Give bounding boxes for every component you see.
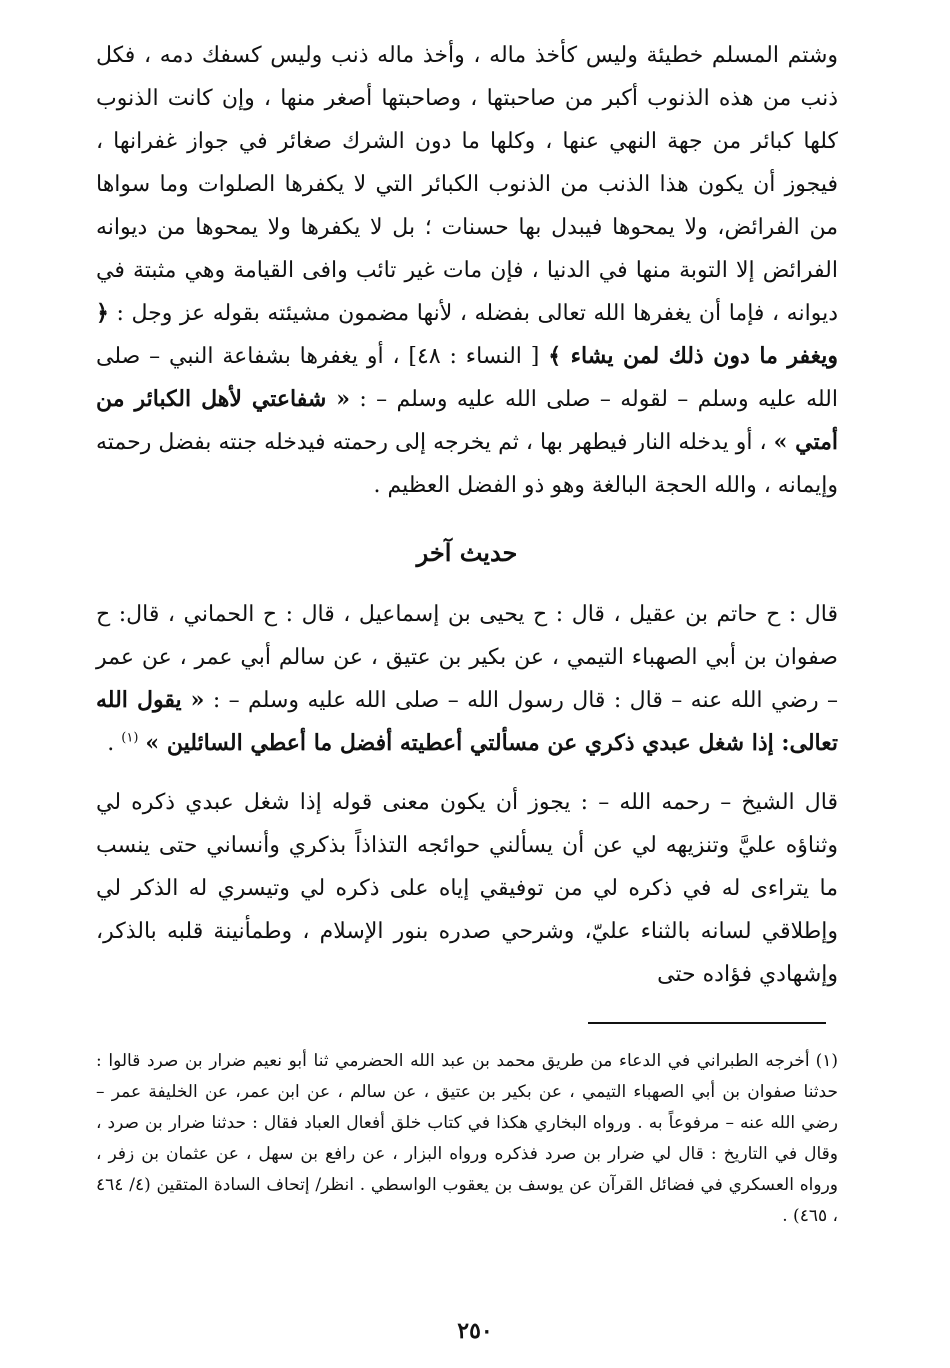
paragraph-3-text: قال الشيخ – رحمه الله – : يجوز أن يكون معنى قوله إذا شغل عبدي ذكره لي وثناؤه عليَّ وتنزيهه لي عن أن يسألني حوائجه التذاذاً بذكري وأنساني حتى ينسب ما يتراءى له في ذكره لي من توفيقي إياه على ذكره لي وتيسري له الذكر لي وإطلاقي لسانه بالثناء عليّ، وشرحي صدره بنور الإسلام ، وطمأنينة قلبه بالذكر، وإشهادي فؤاده حتى (96, 790, 838, 987)
hadith-quote-1: « شفاعتي لأهل الكبائر من أمتي » (96, 386, 838, 455)
paragraph-1-text-a: وشتم المسلم خطيئة وليس كأخذ ماله ، وأخذ ماله ذنب وليس كسفك دمه ، فكل ذنب من هذه الذنوب أكبر من صاحبتها ، وصاحبتها أصغر منها ، وإن كانت الذنوب كلها كبائر من جهة النهي عنها ، وكلها ما دون الشرك صغائر في جواز غفرانها ، فيجوز أن يكون هذا الذنب من الذنوب الكبائر التي لا يكفرها الصلوات وما سواها من الفرائض، ولا يمحوها فيبدل بها حسنات ؛ بل لا يكفرها ولا يمحوها من ديوانه الفرائض إلا التوبة منها في الدنيا ، فإن مات غير تائب وافى القيامة وهي مثبتة في ديوانه ، فإما أن يغفرها الله تعالى بفضله ، لأنها مضمون مشيئته بقوله عز وجل : (96, 43, 838, 326)
paragraph-1-text-b: [ النساء : ٤٨] ، أو يغفرها بشفاعة النبي – صلى الله عليه وسلم – لقوله – صلى الله عليه وسلم – : (96, 344, 838, 412)
paragraph-2 (96, 593, 838, 765)
paragraph-3 (96, 781, 838, 996)
footnote-reference: (١) (121, 730, 139, 746)
section-heading: حديث آخر (416, 538, 518, 567)
page-number: ٢٥٠ (457, 1318, 493, 1344)
footnote-number: (١) (815, 1051, 838, 1071)
paragraph-1 (96, 34, 838, 507)
footnote-text: أخرجه الطبراني في الدعاء من طريق محمد بن عبد الله الحضرمي ثنا أبو نعيم ضرار بن صرد قالوا : حدثنا صفوان بن أبي الصهباء التيمي ، عن بكير بن عتيق ، عن سالم ، عن ابن عمر، عن الخليفة عمر – رضي الله عنه – مرفوعاً به . ورواه البخاري هكذا في كتاب خلق أفعال العباد فقال : حدثنا ضرار بن صرد ، وقال في التاريخ : قال لي ضرار بن صرد فذكره ورواه البزار ، عن رافع بن سهل ، عن عثمان بن زفر ، ورواه العسكري في فضائل القرآن عن يوسف بن يعقوب الواسطي . انظر/ إتحاف السادة المتقين (٤/ ٤٦٤ ، ٤٦٥) . (96, 1051, 838, 1226)
paragraph-2-end: . (107, 731, 115, 756)
hadith-quote-2: « يقول الله تعالى: إذا شغل عبدي ذكري عن مسألتي أعطيته أفضل ما أعطي السائلين » (96, 687, 838, 756)
footnote-block (96, 1046, 838, 1232)
footnote-divider (588, 1022, 826, 1024)
paragraph-1-text-c: ، أو يدخله النار فيطهر بها ، ثم يخرجه إلى رحمته فيدخله جنته بفضل رحمته وإيمانه ، والله الحجة البالغة وهو ذو الفضل العظيم . (96, 430, 838, 498)
page-body (96, 34, 838, 996)
paragraph-2-text-a: قال : ح حاتم بن عقيل ، قال : ح يحيى بن إسماعيل ، قال : ح الحماني ، قال: ح صفوان بن أبي الصهباء التيمي ، عن بكير بن عتيق ، عن سالم أبي عمر ، عن عمر – رضي الله عنه – قال : قال رسول الله – صلى الله عليه وسلم – : (96, 602, 838, 713)
quran-verse: ﴿ ويغفر ما دون ذلك لمن يشاء ﴾ (96, 300, 839, 369)
